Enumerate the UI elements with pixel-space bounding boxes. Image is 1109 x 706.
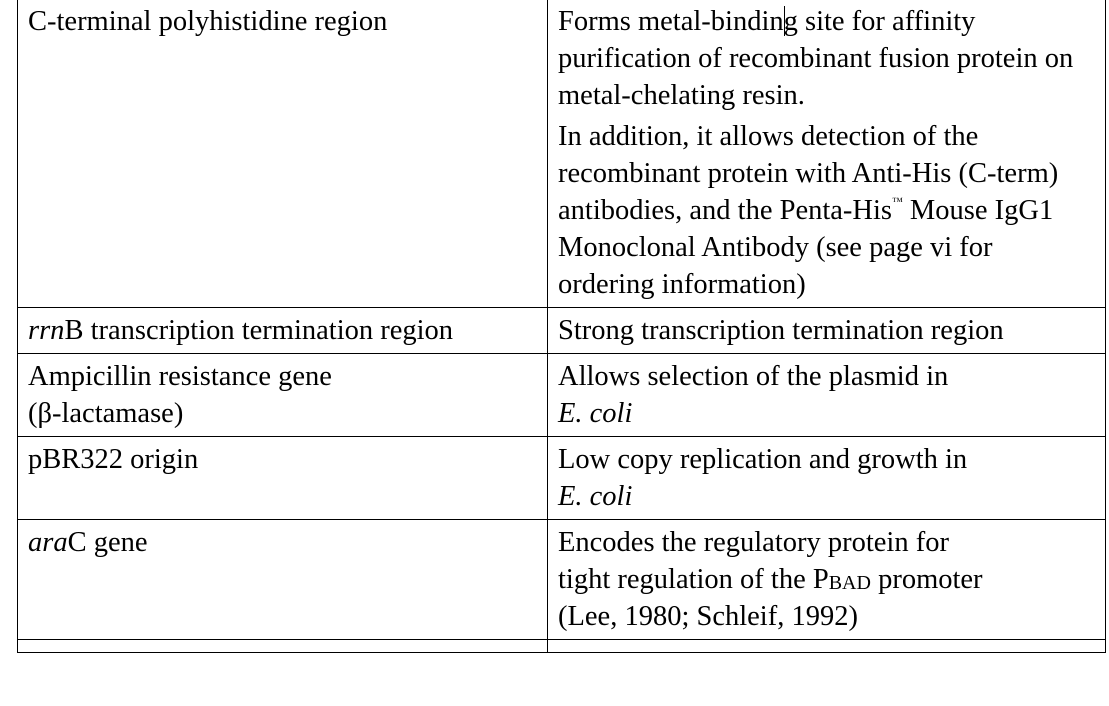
benefit-text: Encodes the regulatory protein for <box>558 527 949 558</box>
benefit-text: Allows selection of the plasmid in <box>558 361 949 392</box>
feature-cell <box>18 437 548 520</box>
benefit-cell <box>548 520 1106 640</box>
benefit-text: Mouse IgG1 Monoclonal Antibody (see page vi for ordering information) <box>558 195 1054 300</box>
feature-cell <box>18 354 548 437</box>
organism-name: E. coli <box>558 398 633 429</box>
trademark-symbol: ™ <box>892 196 903 208</box>
feature-cell <box>18 308 548 354</box>
feature-text: C-terminal polyhistidine region <box>28 6 388 37</box>
benefit-text: Low copy replication and growth in <box>558 444 968 475</box>
benefit-text: In addition, it allows detection of the recombinant protein with Anti-His (C-term) antibodies, and the Penta-His <box>558 121 1059 226</box>
feature-italic-prefix: ara <box>28 527 68 558</box>
table-row <box>18 0 1106 308</box>
benefit-paragraph <box>558 118 1095 303</box>
table-row <box>18 354 1106 437</box>
benefit-text: promoter <box>870 564 983 595</box>
feature-text: pBR322 origin <box>28 444 199 475</box>
feature-text: C gene <box>67 527 148 558</box>
table-row <box>18 308 1106 354</box>
benefit-text: Strong transcription termination region <box>558 315 1004 346</box>
citation-text: (Lee, 1980; Schleif, 1992) <box>558 601 858 632</box>
table-row <box>18 520 1106 640</box>
benefit-cell <box>548 640 1106 653</box>
benefit-text: tight regulation of the P <box>558 564 829 595</box>
feature-cell <box>18 0 548 308</box>
organism-name: E. coli <box>558 481 633 512</box>
promoter-subscript: BAD <box>828 572 871 594</box>
benefit-cell <box>548 308 1106 354</box>
benefit-cell <box>548 354 1106 437</box>
benefit-cell <box>548 437 1106 520</box>
benefit-cell <box>548 0 1106 308</box>
benefit-text: Forms metal-bindin <box>558 6 784 37</box>
feature-benefit-table <box>17 0 1106 653</box>
feature-text: Ampicillin resistance gene <box>28 361 332 392</box>
feature-cell <box>18 640 548 653</box>
table-row <box>18 437 1106 520</box>
benefit-paragraph <box>558 3 1095 114</box>
benefit-text: g site for affinity purification of recombinant fusion protein on metal-chelating resin. <box>558 6 1074 111</box>
table-row-continuation <box>18 640 1106 653</box>
feature-italic-prefix: rrn <box>28 315 65 346</box>
feature-cell <box>18 520 548 640</box>
feature-text: B transcription termination region <box>64 315 454 346</box>
feature-text: (β-lactamase) <box>28 398 184 429</box>
benefit-line <box>558 561 1095 598</box>
